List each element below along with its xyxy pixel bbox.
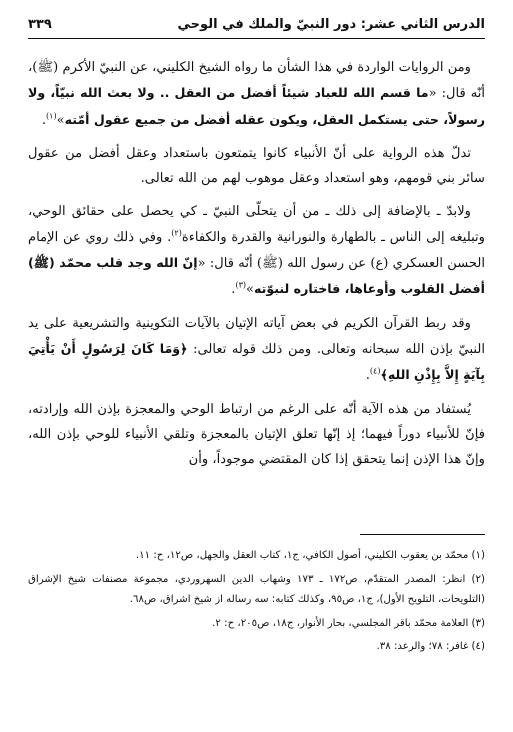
hadith-quote: إنّ الله وجد قلب محمّد ( <box>48 255 198 271</box>
footnotes <box>28 546 485 661</box>
paragraph-4 <box>28 311 485 389</box>
salawat-glyph: ﷺ <box>37 60 54 75</box>
text-run: )، أنّه قال: « <box>28 60 486 102</box>
footnote-3: (٣) العلامة محمّد باقر المجلسي، بحار الأنوار، ج١٨، ص٢٠٥، ح: ٢. <box>212 617 485 629</box>
footnote-ref: (٣) <box>235 281 246 291</box>
text-run: ولابدّ ـ بالإضافة إلى ذلك ـ من أن يتحلّى النبيّ ـ كي يحصل على حقائق الوحي، وتبليغه إلى الناس ـ بالطهارة والنورانية والقدرة والكفاءة <box>28 204 485 245</box>
text-run: » <box>246 282 255 298</box>
footnote-2: (٢) انظر: المصدر المتقدّم، ص١٧٢ ـ ١٧٣ وشهاب الدين السهروردي، مجموعة مصنفات شيخ الإشراق (التلويحات، التلويح الأول)، ج١، ص٩٥، وكذلك كتابه: سه رساله از شيخ اشراق، ص٦٨. <box>28 573 485 605</box>
footnote-1: (١) محمّد بن يعقوب الكليني، أصول الكافي، ج١، كتاب العقل والجهل، ص١٢، ح: ١١. <box>135 550 485 561</box>
text-run: . <box>41 112 47 128</box>
text-run: ) عن رسول الله ( <box>277 256 376 272</box>
footnote-ref: (٢) <box>171 228 182 238</box>
paragraph-5: يُستفاد من هذه الآية أنّه على الرغم من ارتباط الوحي والمعجزة بإذن الله وإرادته، فإنّ للأنبياء دوراً فيهما؛ إذ إنّها تعلق الإتيان بالمعجزة وتلقي الأنبياء للوحي بإذن الله، وإنّ هذا الإذن إنما يتحقق إذا كان المقتضي موجوداً، وأن <box>28 401 485 468</box>
hadith-quote: ما قسم الله للعباد شيئاً أفضل من العقل .. ولا بعث الله نبيّاً، ولا رسولاً، حتى يستكمل العقل، ويكون عقله أفضل من جميع عقول أمّته <box>28 85 485 127</box>
paragraph-1 <box>28 55 485 133</box>
paragraph-2: تدلّ هذه الرواية على أنّ الأنبياء كانوا يتمتعون باستعداد وعقل أفضل من عقول سائر بني قومهم، وهو استعداد وعقل موهوب لهم من الله تعالى. <box>28 145 485 187</box>
paragraph-3 <box>28 199 485 302</box>
footnote-rule <box>360 534 485 535</box>
running-header <box>28 12 485 36</box>
header-rule <box>28 38 485 39</box>
main-text <box>28 55 485 480</box>
hadith-quote: ) أفضل القلوب وأوعاها، فاختاره لنبوّته <box>28 255 485 297</box>
quran-verse: ﴿وَمَا كَانَ لِرَسُولٍ أَنْ يَأْتِيَ بِآيَةٍ إِلاَّ بِإِذْنِ اللهِ﴾ <box>28 340 485 383</box>
text-run: . <box>231 282 236 298</box>
footnote-ref: (١) <box>46 111 57 121</box>
text-run: ) أنّه قال: « <box>197 256 262 272</box>
text-run: » <box>56 112 65 128</box>
text-run: ومن الروايات الواردة في هذا الشأن ما رواه الشيخ الكليني، عن النبيّ الأكرم ( <box>53 60 471 75</box>
chapter-title: الدرس الثاني عشر: دور النبيّ والملك في الوحي <box>177 16 485 32</box>
salawat-glyph: ﷺ <box>261 256 278 272</box>
footnote-4: (٤) غافر: ٧٨؛ والرعد: ٣٨. <box>376 641 485 652</box>
page-number: ٣٣٩ <box>28 16 52 32</box>
salawat-glyph: ﷺ <box>33 255 49 271</box>
text-run: . <box>365 368 370 384</box>
honorific-glyph: ع <box>375 256 384 272</box>
text-run: . وفي ذلك روي عن الإمام الحسن العسكري ( <box>28 229 485 272</box>
book-page <box>28 0 485 732</box>
footnote-ref: (٤) <box>369 366 381 376</box>
text-run: وقد ربط القرآن الكريم في بعض آياته الإتيان بالآيات التكوينية والتشريعية على يد النبيّ بإذن الله سبحانه وتعالى. ومن ذلك قوله تعالى: <box>28 315 485 357</box>
